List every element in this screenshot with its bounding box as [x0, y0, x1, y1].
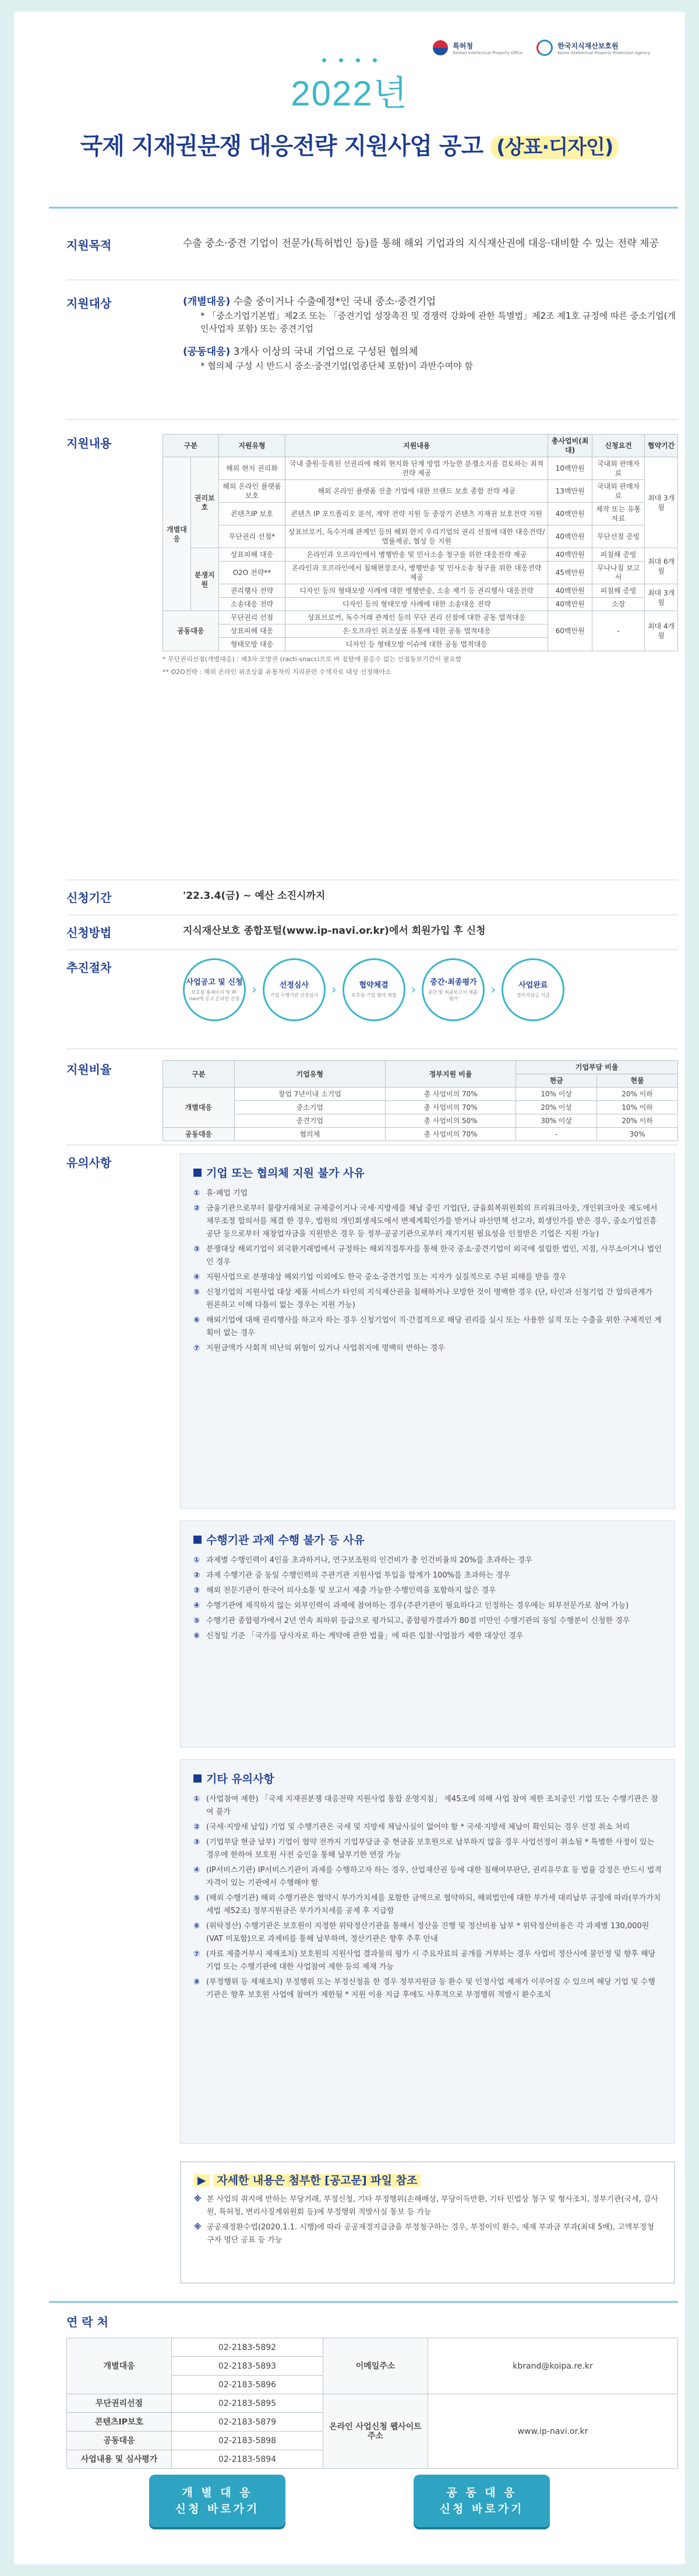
method-text: 지식재산보호 종합포털(www.ip-navi.or.kr)에서 회원가입 후 신청 [183, 925, 486, 937]
section-label: 추진절차 [66, 961, 112, 975]
list-item: ⑧ (부정행위 등 제재조치) 부정행위 또는 부정신청을 한 경우 정부지원금 등 환수 및 인정사업 제재가 이루어질 수 있으며 해당 기업 및 수행기관은 향후 보호원 사업에 참여가 제한됨 * 지원 이용 지급 후에도 사후적으로 부정행위 적발시 환수조치 [193, 1978, 655, 1999]
list-item: ※ 공공재정환수법(2020.1.1. 시행)에 따라 공공재정지급금을 부정청구하는 경우, 부정이익 환수, 제재 부과금 부과(최대 5배), 고액부정청구자 명단 공표 등 가능 [194, 2223, 654, 2245]
list-item: ⑥ (위탁정산) 수행기관은 보호원이 지정한 위탁정산기관을 통해서 정산을 진행 및 정산비용 납부 * 위탁정산비용은 각 과제별 130,000원(VAT 미포함)으로 과제비를 통해 납부하며, 정산기관은 향후 추후 안내 [193, 1922, 649, 1943]
table-row: 공동대응 무단권리 선점 상표브로커, 독수거래 관계인 등의 무단 권리 선점에 대한 공동 법적대응 60백만원 - 최대 4개월 [163, 611, 678, 624]
table-row: 개별대응 창업 7년이내 소기업 총 사업비의 70% 10% 이상 20% 이하 [163, 1088, 678, 1101]
apply-joint-button[interactable]: 공 동 대 응 신청 바로가기 [414, 2475, 550, 2527]
table-row: 상표피해 대응 온·오프라인 위조상품 유통에 대한 공동 법적대응 [163, 624, 678, 638]
kipro-mark-icon [536, 40, 553, 56]
section-ratio [66, 1060, 678, 1136]
section-label: 신청방법 [66, 926, 112, 940]
contact-table [66, 2338, 678, 2469]
list-item: ③ (기업부담 현금 납부) 기업이 협약 전까지 기업부담금 중 현금을 보호원으로 납부하지 않을 경우 사업선정이 취소됨 * 특별한 사정이 있는 경우에 한하여 보호원 사전 승인을 통해 납부기한 연장 가능 [193, 1838, 655, 1859]
purpose-text: 수출 중소·중견 기업이 전문가(특허법인 등)를 통해 해외 기업과의 지식재산권에 대응·대비할 수 있는 전략 제공 [183, 238, 659, 249]
arrow-right-icon: › [490, 982, 496, 997]
period-text: '22.3.4(금) ~ 예산 소진시까지 [183, 890, 326, 902]
process-step: 사업완료 정부지원금 지급 [502, 958, 564, 1021]
list-item: ⑤ 수행기관 종합평가에서 2년 연속 최하위 등급으로 평가되고, 종합평가결과가 80점 미만인 수행기관의 동일 수행분이 신청한 경우 [193, 1617, 630, 1625]
title-highlight: (상표·디자인) [490, 136, 619, 159]
caution-box-ineligible-company: 기업 또는 협의체 지원 불가 사유 ① 휴·폐업 기업 ② 금융기관으로부터 불량거래처로 규제중이거나 국세·지방세를 체납 중인 기업(단, 금융회복위원회의 프리워크아웃, 개인워크아웃 제도에서 채무조정 합의서를 체결 한 경우, 법원의 개인회생제도에서 변제계획인가를 받거나 파산면책 선고자, 회생인가를 받은 경우, 중소기업진흥공단 등으로부터 재창업자금을 지원받은 경우 등 정부·공공기관으로부터 재기지원 필요성을 인정받은 기업은 지원 가능) ③ 분쟁대상 해외기업이 외국환거래법에서 규정하는 해외직접투자를 통해 한국 중소·중견기업이 외국에 설립한 법인, 지점, 사무소이거나 법인인 경우 ④ 지원사업으로 분쟁대상 해외기업 이외에도 한국 중소·중견기업 또는 지자가 실질적으로 주된 피해를 받을 경우 ⑤ 신청기업의 지원사업 대상 제품 서비스가 타인의 지식재산권을 침해하거나 모방한 것이 명백한 경우 (단, 타인과 신청기업 간 합의관계가 원론하고 이해 다툼이 없는 경우는 지원 가능) ⑥ 해외기업에 대해 권리행사를 하고자 하는 경우 신청기업이 직·간접적으로 해당 권리를 실시 또는 사용한 실적 또는 수출을 위한 구체적인 계획이 없는 경우 ⑦ 지원금액가 사회적 비난의 위험이 있거나 사업취지에 명백히 반하는 경우 [180, 1153, 675, 1509]
table-row: 무단권리 선점* 상표브로커, 독수거래 관계인 등의 해외 한지 우리기업의 권리 선점에 대한 대응전략/법률제공, 협상 등 지원 40백만원 무단선점 증빙 [163, 525, 678, 548]
list-item: ③ 분쟁대상 해외기업이 외국환거래법에서 규정하는 해외직접투자를 통해 한국 중소·중견기업이 외국에 설립한 법인, 지점, 사무소이거나 법인인 경우 [193, 1245, 662, 1266]
section-label: 신청기간 [66, 891, 112, 905]
table-row: 콘텐츠IP보호 02-2183-5879 [67, 2413, 678, 2432]
table-row: 중견기업 총 사업비의 50% 30% 이상 20% 이하 [163, 1114, 678, 1128]
list-item: ⑥ 신청일 기준 「국가를 당사자로 하는 계약에 관한 법률」에 따른 입찰·사업참가 제한 대상인 경우 [193, 1632, 524, 1640]
table-row: 공동대응 02-2183-5898 [67, 2432, 678, 2450]
list-item: ③ 해외 전문기관이 한국어 의사소통 및 보고서 제출 가능한 수행인력을 포함하지 않은 경우 [193, 1586, 496, 1595]
process-step: 협약체결 보호원·기업 협약 체결 [343, 958, 405, 1021]
list-item: ② (국세·지방세 납입) 기업 및 수행기관은 국세 및 지방세 체납사실이 없어야 함 * 국세·지방세 체납이 확인되는 경우 선정 취소 처리 [193, 1823, 630, 1832]
table-row: 개별대응 02-2183-5892 이메일주소 kbrand@koipa.re.kr [67, 2338, 678, 2357]
divider [66, 419, 678, 420]
apply-individual-button[interactable]: 개 별 대 응 신청 바로가기 [149, 2475, 285, 2527]
list-item: ⑦ 지원금액가 사회적 비난의 위험이 있거나 사업취지에 명백히 반하는 경우 [193, 1344, 445, 1353]
section-contact [66, 2313, 678, 2469]
table-row: 02-2183-5893 [67, 2357, 678, 2376]
square-bullet-icon [193, 1536, 202, 1544]
list-item: ④ (IP서비스기관) IP서비스기관이 과제를 수행하고자 하는 경우, 산업재산권 등에 대한 침해여부판단, 권리유무효 등 법률 감정은 반드시 법적 자격이 있는 기관에서 수행해야 함 [193, 1866, 662, 1887]
arrow-right-icon: › [411, 982, 416, 997]
section-label: 지원대상 [66, 297, 112, 310]
section-label: 유의사항 [66, 1156, 112, 1170]
list-item: ⑤ 신청기업의 지원사업 대상 제품 서비스가 타인의 지식재산권을 침해하거나 모방한 것이 명백한 경우 (단, 타인과 신청기업 간 합의관계가 원론하고 이해 다툼이 없는 경우는 지원 가능) [193, 1288, 653, 1310]
hero-year: 2022년 [291, 74, 408, 113]
table-row: 소송대응 전략 디자인 등의 형태모방 사례에 대한 소송대응 전략 40백만원 소장 [163, 598, 678, 611]
section-label: 연 락 처 [66, 2315, 108, 2329]
section-purpose [66, 236, 678, 271]
kipro-logo: 한국지식재산보호원 Korea Intellectual Property Protection Agency [536, 40, 650, 56]
section-label: 지원내용 [66, 436, 112, 450]
section-content [66, 434, 678, 877]
section-label: 지원목적 [66, 238, 112, 252]
caution-box-ineligible-agency: 수행기관 과제 수행 불가 등 사유 ① 과제별 수행인력이 4인을 초과하거나, 연구보조원의 인건비가 총 인건비율의 20%를 초과하는 경우 ② 과제 수행기관 중 동일 수행인력의 주관기관 지원사업 투입을 합계가 100%를 초과하는 경우 ③ 해외 전문기관이 한국어 의사소통 및 보고서 제출 가능한 수행인력을 포함하지 않은 경우 ④ 수행기관에 재직하지 않는 외부인력이 과제에 참여하는 경우(주관기관이 필요하다고 인정하는 경우에는 외부전문가로 참여 가능) ⑤ 수행기관 종합평가에서 2년 연속 최하위 등급으로 평가되고, 종합평가결과가 80점 미만인 수행기관의 동일 수행분이 신청한 경우 ⑥ 신청일 기준 「국가를 당사자로 하는 계약에 관한 법률」에 따른 입찰·사업참가 제한 대상인 경우 [180, 1520, 675, 1748]
list-item: ① (사업참여 제한) 「국제 지재권분쟁 대응전략 지원사업 통합 운영지침」 제45조에 의해 사업 참여 제한 조치중인 기업 또는 수행기관은 참여 불가 [193, 1795, 658, 1816]
process-step: 선정심사 기업 수행기관 선정심사 [263, 958, 326, 1021]
taeguk-icon [433, 40, 448, 55]
table-row: 형태모방 대응 디자인 등 형태모방 이슈에 대한 공동 법적대응 [163, 638, 678, 651]
list-item: ① 과제별 수행인력이 4인을 초과하거나, 연구보조원의 인건비가 총 인건비율의 20%를 초과하는 경우 [193, 1556, 532, 1565]
section-period [66, 888, 678, 912]
hero [14, 58, 685, 161]
process-step: 사업공고 및 신청 보호원 홈페이지 및 IP-navi에 공고 온라인 신청 [183, 958, 246, 1021]
website-link[interactable]: www.ip-navi.or.kr [428, 2394, 678, 2469]
table-footnote: * 무단권리선점(개별대응) : 제3자 모방권 (racti-snacci으로 바 침탈에 불응수 없는 선점동보기간이 필요함 [163, 655, 462, 663]
poster [14, 12, 685, 2564]
table-row: 해외 온라인 플랫폼 보호 해외 온라인 플랫폼 진출 기업에 대한 브랜드 보호 종합 전략 제공 13백만원 국내외 판매자료 [163, 480, 678, 503]
ratio-table: 구분 기업유형 정부지원 비율 기업부담 비율 현금 현물 개별대응 창업 7년이내 소기업 총 사업비의 70% 10% 이상 20% 이하 중소기업 총 사업비의 70% 20% 이상 10% 이하 중견기업 총 사업비의 50% 30% 이상 20% 이하 공동대응 협의체 총 사업비의 70% - 30% [163, 1060, 678, 1141]
square-bullet-icon [193, 1169, 202, 1177]
list-item: ① 휴·폐업 기업 [193, 1189, 248, 1198]
table-footnote: ** O2O전략 : 해외 온라인 위조상품 유통자의 지리관련 수색자료 대상 선정해야소 [163, 668, 391, 676]
table-row: 사업내용 및 심사평가 02-2183-5894 [67, 2450, 678, 2469]
caution-box-notice: ▶ 자세한 내용은 첨부한 [공고문] 파일 참조 ※ 본 사업의 취지에 반하는 부당거래, 부정신청, 기타 부정행위(손해배상, 부당이득반환, 기타 민법상 청구 및 형사조치, 정부기관(국세, 감사원, 특허청, 변리사징계위원회 등)에 부정행위 적발사실 통보 등 가능 ※ 공공재정환수법(2020.1.1. 시행)에 따라 공공재정지급금을 부정청구하는 경우, 부정이익 환수, 제재 부과금 부과(최대 5배), 고액부정청구자 명단 공표 등 가능 [180, 2161, 675, 2284]
list-item: ⑤ (해외 수행기관) 해외 수행기관은 협약시 부가가치세를 포함한 금액으로 협약하되, 해외법인에 대한 부가세 대리납부 규정에 따라(부가가치세법 제52조) 정부지원금은 부가가치세를 공제 후 지급함 [193, 1894, 661, 1915]
process-step: 중간·최종평가 중간 및 최종보고서 제출·평가 [422, 958, 485, 1021]
header-logos [433, 40, 650, 56]
arrow-right-icon: › [331, 982, 337, 997]
caution-box-other: 기타 유의사항 ① (사업참여 제한) 「국제 지재권분쟁 대응전략 지원사업 통합 운영지침」 제45조에 의해 사업 참여 제한 조치중인 기업 또는 수행기관은 참여 불가 ② (국세·지방세 납입) 기업 및 수행기관은 국세 및 지방세 체납사실이 없어야 함 * 국세·지방세 체납이 확인되는 경우 선정 취소 처리 ③ (기업부담 현금 납부) 기업이 협약 전까지 기업부담금 중 현금을 보호원으로 납부하지 않을 경우 사업선정이 취소됨 * 특별한 사정이 있는 경우에 한하여 보호원 사전 승인을 통해 납부기한 연장 가능 ④ (IP서비스기관) IP서비스기관이 과제를 수행하고자 하는 경우, 산업재산권 등에 대한 침해여부판단, 권리유무효 등 법률 감정은 반드시 법적 자격이 있는 기관에서 수행해야 함 ⑤ (해외 수행기관) 해외 수행기관은 협약시 부가가치세를 포함한 금액으로 협약하되, 해외법인에 대한 부가세 대리납부 규정에 따라(부가가치세법 제52조) 정부지원금은 부가가치세를 공제 후 지급함 ⑥ (위탁정산) 수행기관은 보호원이 지정한 위탁정산기관을 통해서 정산을 진행 및 정산비용 납부 * 위탁정산비용은 각 과제별 130,000원(VAT 미포함)으로 과제비를 통해 납부하며, 정산기관은 향후 추후 안내 ⑦ (자료 제출거부시 제재조치) 보호원의 지원사업 결과물의 평가 시 주요자료의 공개를 거부하는 경우 사업비 정산시에 불인정 및 향후 해당 기업 또는 수행기관에 대한 사업참여 제한 등의 제재 가능 ⑧ (부정행위 등 제재조치) 부정행위 또는 부정신청을 한 경우 정부지원금 등 환수 및 인정사업 제재가 이루어질 수 있으며 해당 기업 및 수행기관은 향후 보호원 사업에 참여가 제한됨 * 지원 이용 지급 후에도 사후적으로 부정행위 적발시 환수조치 [180, 1759, 675, 2144]
divider [49, 2301, 678, 2303]
list-item: ⑥ 해외기업에 대해 권리행사를 하고자 하는 경우 신청기업이 직·간접적으로 해당 권리를 실시 또는 사용한 실적 또는 수출을 위한 구체적인 계획이 없는 경우 [193, 1316, 662, 1338]
table-row: 02-2183-5896 [67, 2376, 678, 2394]
email-link[interactable]: kbrand@koipa.re.kr [428, 2338, 678, 2394]
page-title: 국제 지재권분쟁 대응전략 지원사업 공고 (상표·디자인) [14, 128, 685, 161]
list-item: ⑦ (자료 제출거부시 제재조치) 보호원의 지원사업 결과물의 평가 시 주요자료의 공개를 거부하는 경우 사업비 정산시에 불인정 및 향후 해당 기업 또는 수행기관에 대한 사업참여 제한 등의 제재 가능 [193, 1950, 656, 1971]
list-item: ② 금융기관으로부터 불량거래처로 규제중이거나 국세·지방세를 체납 중인 기업(단, 금융회복위원회의 프리워크아웃, 개인워크아웃 제도에서 채무조정 합의서를 체결 한 경우, 법원의 개인회생제도에서 변제계획인가를 받거나 파산면책 선고자, 회생인가를 받은 경우, 중소기업진흥공단 등으로부터 재창업자금을 지원받은 경우 등 정부·공공기관으로부터 재기지원 필요성을 인정받은 기업은 지원 가능) [193, 1204, 658, 1238]
table-row: 권리행사 전략 디자인 등의 형태모방 사례에 대한 병행반송, 소송 제기 등 권리행사 대응전략 40백만원 피침해 증빙 최대 3개월 [163, 584, 678, 598]
section-method [66, 923, 678, 947]
table-row: 분쟁지원 상표피해 대응 온라인과 오프라인에서 병행반송 및 민사소송 청구를 위한 대응전략 제공 40백만원 피침해 증빙 최대 6개월 [163, 548, 678, 562]
list-item: ④ 수행기관에 재직하지 않는 외부인력이 과제에 참여하는 경우(주관기관이 필요하다고 인정하는 경우에는 외부전문가로 참여 가능) [193, 1601, 629, 1610]
kipo-logo: 특허청 Korean Intellectual Property Office [433, 40, 523, 55]
table-row: 콘텐츠IP 보호 콘텐츠 IP 포트폴리오 분석, 계약 전략 지원 등 중장기 콘텐츠 지재권 보호전략 지원 40백만원 제작 또는 유통자료 [163, 503, 678, 525]
divider [49, 207, 678, 209]
support-content-table: 구분 지원유형 지원내용 총사업비(최대) 신청요건 협약기간 개별대응 권리보호 해외 현지 권리화 국내 출원·등록된 선권리에 해외 현지화 단계 방법 가능한 분쟁소지를 검토하는 최적전략 제공 10백만원 국내외 판매자료 최대 3개월 해외 온라인 플랫폼 보호 해외 온라인 플랫폼 진출 기업에 대한 브랜드 보호 종합 전략 제공 13백만원 국내외 판매자료 콘텐츠IP 보호 콘텐츠 IP 포트폴리오 분석, 계약 전략 지원 등 중장기 콘텐츠 지재권 보호전략 지원 40백만원 제작 또는 유통자료 무단권리 선점* 상표브로커, 독수거래 관계인 등의 해외 한지 우리기업의 권리 선점에 대한 대응전략/법률제공, 협상 등 지원 40백만원 무단선점 증빙 분쟁지원 상표피해 대응 온라인과 오프라인에서 병행반송 및 민사소송 청구를 위한 대응전략 제공 40백만원 피침해 증빙 최대 6개월 O2O 전략** 온라인과 오프라인에서 침해현장조사, 병행반송 및 민사소송 청구를 위한 대응전략 제공 45백만원 무나나침 보고서 권리행사 전략 디자인 등의 형태모방 사례에 대한 병행반송, 소송 제기 등 권리행사 대응전략 40백만원 피침해 증빙 최대 3개월 소송대응 전략 디자인 등의 형태모방 사례에 대한 소송대응 전략 40백만원 소장 공동대응 무단권리 선점 상표브로커, 독수거래 관계인 등의 무단 권리 선점에 대한 공동 법적대응 60백만원 - 최대 4개월 상표피해 대응 온·오프라인 위조상품 유통에 대한 공동 법적대응 형태모방 대응 디자인 등 형태모방 이슈에 대한 공동 법적대응 [163, 434, 678, 651]
section-target: 지원대상 (개별대응) 수출 중이거나 수출예정*인 국내 중소·중견기업 * 「중소기업기본법」제2조 또는 「중견기업 성장촉진 및 경쟁력 강화에 관한 특별법」제2조 제1호 규정에 따른 중소기업(개인사업자 포함) 또는 중견기업 (공동대응) 3개사 이상의 국내 기업으로 구성된 협의체 * 협의체 구성 시 반드시 중소·중견기업(업종단체 포함)이 과반수여야 함 [66, 294, 678, 411]
section-label: 지원비율 [66, 1063, 112, 1077]
table-row: 개별대응 권리보호 해외 현지 권리화 국내 출원·등록된 선권리에 해외 현지화 단계 방법 가능한 분쟁소지를 검토하는 최적전략 제공 10백만원 국내외 판매자료 최대 3개월 [163, 457, 678, 480]
table-row: 공동대응 협의체 총 사업비의 70% - 30% [163, 1128, 678, 1141]
list-item: ④ 지원사업으로 분쟁대상 해외기업 이외에도 한국 중소·중견기업 또는 지자가 실질적으로 주된 피해를 받을 경우 [193, 1273, 567, 1282]
list-item: ② 과제 수행기관 중 동일 수행인력의 주관기관 지원사업 투입을 합계가 100%를 초과하는 경우 [193, 1571, 511, 1580]
table-row: 중소기업 총 사업비의 70% 20% 이상 10% 이하 [163, 1101, 678, 1114]
process-steps [183, 958, 564, 1021]
square-bullet-icon [193, 1774, 202, 1783]
table-row: 무단권리선점 02-2183-5895 온라인 사업신청 웹사이트주소 www.ip-navi.or.kr [67, 2394, 678, 2413]
arrow-right-icon: › [252, 982, 257, 997]
list-item: ※ 본 사업의 취지에 반하는 부당거래, 부정신청, 기타 부정행위(손해배상, 부당이득반환, 기타 민법상 청구 및 형사조치, 정부기관(국세, 감사원, 특허청, 변리사징계위원회 등)에 부정행위 적발사실 통보 등 가능 [194, 2195, 659, 2217]
triangle-bullet-icon: ▶ [194, 2174, 210, 2187]
decor-dots [14, 58, 685, 62]
section-process [66, 958, 678, 1040]
table-row: O2O 전략** 온라인과 오프라인에서 침해현장조사, 병행반송 및 민사소송 청구를 위한 대응전략 제공 45백만원 무나나침 보고서 [163, 562, 678, 584]
